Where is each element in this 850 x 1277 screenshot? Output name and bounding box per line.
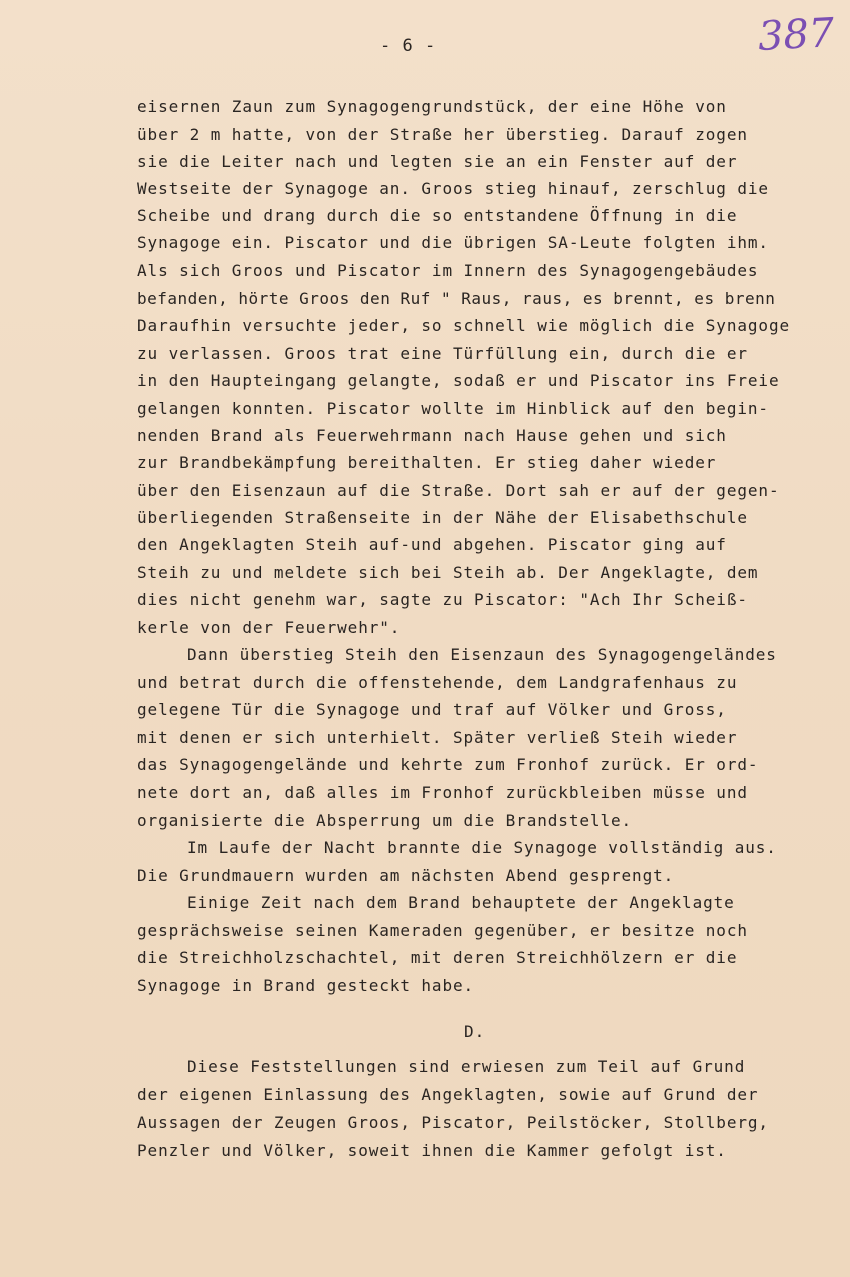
text-line: Aussagen der Zeugen Groos, Piscator, Peilstöcker, Stollberg,: [137, 1113, 769, 1132]
text-line: über den Eisenzaun auf die Straße. Dort sah er auf der gegen-: [137, 481, 780, 500]
text-line: das Synagogengelände und kehrte zum Fronhof zurück. Er ord-: [137, 755, 759, 774]
text-line: dies nicht genehm war, sagte zu Piscator: "Ach Ihr Scheiß-: [137, 590, 748, 609]
text-line: Daraufhin versuchte jeder, so schnell wie möglich die Synagoge: [137, 316, 791, 335]
text-line: gelegene Tür die Synagoge und traf auf Völker und Gross,: [137, 700, 727, 719]
text-line: Steih zu und meldete sich bei Steih ab. Der Angeklagte, dem: [137, 563, 759, 582]
text-line: über 2 m hatte, von der Straße her überstieg. Darauf zogen: [137, 125, 748, 144]
text-line: zu verlassen. Groos trat eine Türfüllung ein, durch die er: [137, 344, 748, 363]
text-line: sie die Leiter nach und legten sie an ein Fenster auf der: [137, 152, 738, 171]
text-line: gesprächsweise seinen Kameraden gegenüber, er besitze noch: [137, 921, 748, 940]
text-line: mit denen er sich unterhielt. Später verließ Steih wieder: [137, 728, 738, 747]
text-line: Westseite der Synagoge an. Groos stieg hinauf, zerschlug die: [137, 179, 769, 198]
text-line: Synagoge ein. Piscator und die übrigen SA-Leute folgten ihm.: [137, 233, 769, 252]
text-line: zur Brandbekämpfung bereithalten. Er stieg daher wieder: [137, 453, 717, 472]
text-line: Als sich Groos und Piscator im Innern des Synagogengebäudes: [137, 261, 759, 280]
text-line: Diese Feststellungen sind erwiesen zum Teil auf Grund: [187, 1057, 746, 1076]
text-line: eisernen Zaun zum Synagogengrundstück, der eine Höhe von: [137, 97, 727, 116]
text-line: den Angeklagten Steih auf-und abgehen. Piscator ging auf: [137, 535, 727, 554]
text-line: nete dort an, daß alles im Fronhof zurückbleiben müsse und: [137, 783, 748, 802]
section-heading: D.: [464, 1022, 486, 1041]
text-line: Die Grundmauern wurden am nächsten Abend gesprengt.: [137, 866, 675, 885]
text-line: Synagoge in Brand gesteckt habe.: [137, 976, 475, 995]
text-line: der eigenen Einlassung des Angeklagten, sowie auf Grund der: [137, 1085, 759, 1104]
text-line: und betrat durch die offenstehende, dem Landgrafenhaus zu: [137, 673, 738, 692]
text-line: Im Laufe der Nacht brannte die Synagoge vollständig aus.: [187, 838, 777, 857]
text-line: kerle von der Feuerwehr".: [137, 618, 401, 637]
handwritten-archive-number: 387: [756, 10, 836, 60]
text-line: in den Haupteingang gelangte, sodaß er und Piscator ins Freie: [137, 371, 780, 390]
text-line: nenden Brand als Feuerwehrmann nach Hause gehen und sich: [137, 426, 727, 445]
text-line: Scheibe und drang durch die so entstandene Öffnung in die: [137, 206, 738, 225]
text-line: befanden, hörte Groos den Ruf " Raus, raus, es brennt, es brenn: [137, 289, 776, 308]
page-number: - 6 -: [380, 36, 437, 56]
text-line: Dann überstieg Steih den Eisenzaun des Synagogengeländes: [187, 645, 777, 664]
text-line: überliegenden Straßenseite in der Nähe der Elisabethschule: [137, 508, 748, 527]
text-line: gelangen konnten. Piscator wollte im Hinblick auf den begin-: [137, 399, 769, 418]
text-line: Einige Zeit nach dem Brand behauptete der Angeklagte: [187, 893, 735, 912]
text-line: organisierte die Absperrung um die Brandstelle.: [137, 811, 633, 830]
text-line: Penzler und Völker, soweit ihnen die Kammer gefolgt ist.: [137, 1141, 727, 1160]
text-line: die Streichholzschachtel, mit deren Streichhölzern er die: [137, 948, 738, 967]
